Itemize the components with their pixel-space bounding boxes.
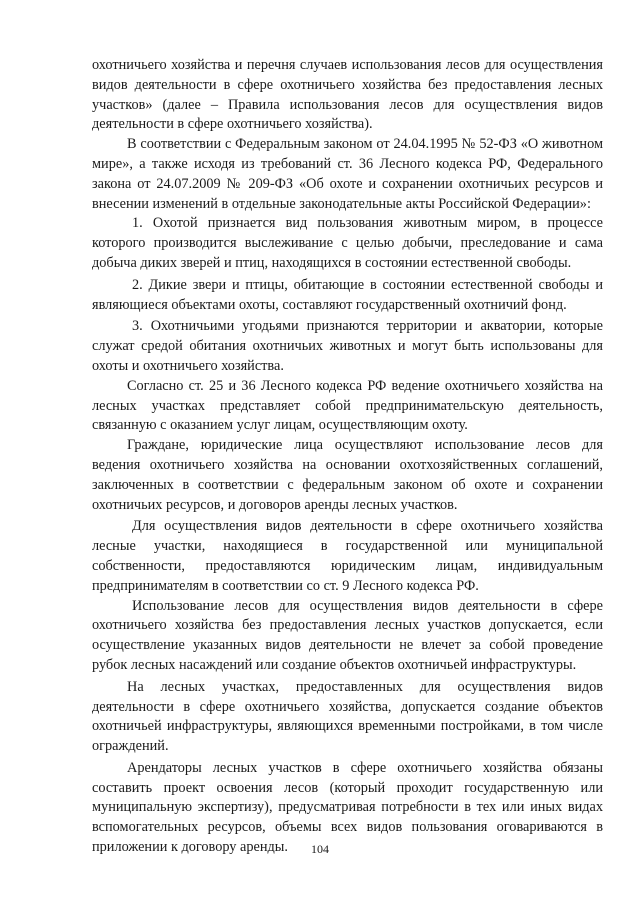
paragraph-forest-code: Согласно ст. 25 и 36 Лесного кодекса РФ ведение охотничьего хозяйства на лесных участках представляет собой предпринимательскую деятельность, связанную с оказанием услуг лицам, осуществляющим охоту. (92, 377, 603, 434)
paragraph-use-without-plots: Использование лесов для осуществления видов деятельности в сфере охотничьего хозяйства без предоставления лесных участков допускается, если осуществление указанных видов деятельности не влечет за собой проведение рубок лесных насаждений или создание объектов охотничьей инфраструктуры. (92, 597, 603, 673)
paragraph-legal-basis: В соответствии с Федеральным законом от 24.04.1995 № 52-ФЗ «О животном мире», а также исходя из требований ст. 36 Лесного кодекса РФ, Федерального закона от 24.07.2009 № 209-ФЗ «Об охоте и сохранении охотничьих ресурсов и внесении изменений в отдельные законодательные акты Российской Федерации»: (92, 136, 603, 212)
page-number: 104 (311, 842, 329, 856)
paragraph-item-3: 3. Охотничьими угодьями признаются территории и акватории, которые служат средой обитания охотничьих животных и могут быть использованы для охоты и охотничьего хозяйства. (92, 318, 603, 374)
paragraph-land-plots: Для осуществления видов деятельности в сфере охотничьего хозяйства лесные участки, находящиеся в государственной или муниципальной собственности, предоставляются юридическим лицам, индивидуальным предпринимателям в соответствии со ст. 9 Лесного кодекса РФ. (92, 518, 603, 594)
paragraph-tenants: Арендаторы лесных участков в сфере охотничьего хозяйства обязаны составить проект освоения лесов (который проходит государственную или муниципальную экспертизу), предусматривая потребности в тех или иных видах вспомогательных ресурсов, объемы всех видов пользования оговариваются в приложении к договору аренды. (92, 759, 603, 856)
paragraph-infrastructure: На лесных участках, предоставленных для осуществления видов деятельности в сфере охотничьего хозяйства, допускается создание объектов охотничьей инфраструктуры, являющихся временными постройками, в том числе ограждений. (92, 678, 603, 755)
paragraph-item-1: 1. Охотой признается вид пользования животным миром, в процессе которого производится выслеживание с целью добычи, преследование и сама добыча диких зверей и птиц, находящихся в состоянии естественной свободы. (92, 215, 603, 271)
paragraph-continuation: охотничьего хозяйства и перечня случаев использования лесов для осуществления видов деятельности в сфере охотничьего хозяйства без предоставления лесных участков» (далее – Правила использования лесов для осуществления видов деятельности в сфере охотничьего хозяйства). (92, 57, 603, 133)
paragraph-item-2: 2. Дикие звери и птицы, обитающие в состоянии естественной свободы и являющиеся объектами охоты, составляют государственный охотничий фонд. (92, 276, 603, 313)
paragraph-citizens: Граждане, юридические лица осуществляют использование лесов для ведения охотничьего хозяйства на основании охотхозяйственных соглашений, заключенных в соответствии с федеральным законом об охоте и сохранении охотничьих ресурсов, и договоров аренды лесных участков. (92, 437, 603, 513)
document-body (92, 56, 603, 858)
